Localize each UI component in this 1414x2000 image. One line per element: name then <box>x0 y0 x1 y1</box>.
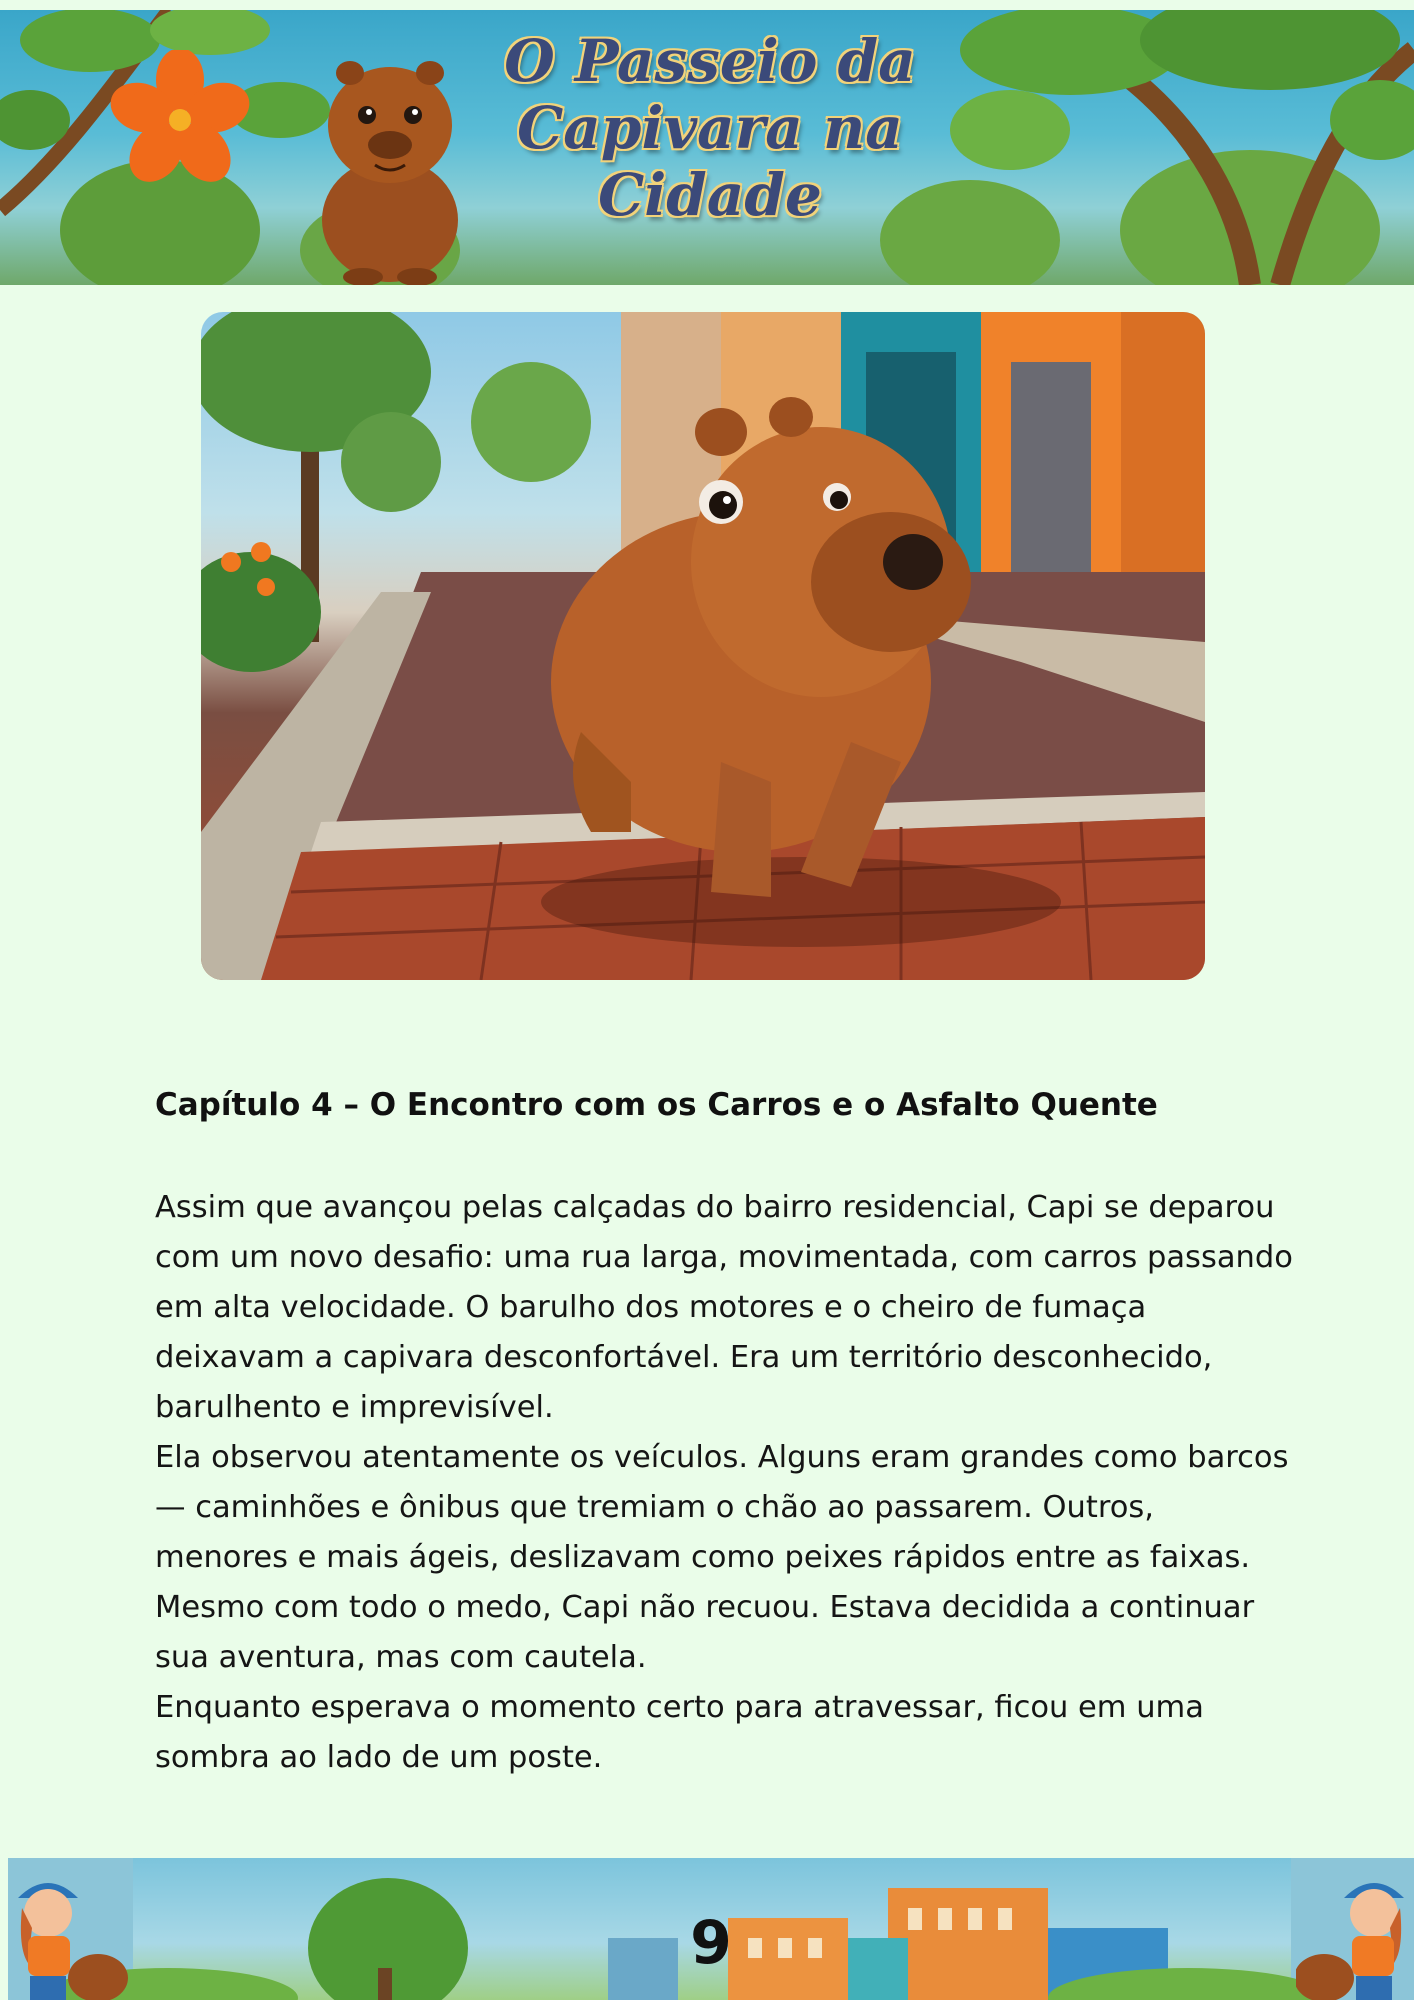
chapter-heading: Capítulo 4 – O Encontro com os Carros e o Asfalto Quente <box>155 1087 1158 1123</box>
chapter-body <box>155 1183 1295 1783</box>
book-title <box>470 28 950 229</box>
page-number: 9 <box>690 1908 732 1978</box>
header-banner <box>0 10 1414 285</box>
title-line-2: Capivara na <box>517 94 903 162</box>
capybara-mascot-illustration <box>305 45 475 285</box>
street-scene-svg <box>201 312 1205 980</box>
paragraph-1: Assim que avançou pelas calçadas do bairro residencial, Capi se deparou com um novo desafio: uma rua larga, movimentada, com carros passando em alta velocidade. O barulho dos motores e o cheiro de fumaça deixavam a capivara desconfortável. Era um território desconhecido, barulhento e imprevisível. <box>155 1190 1293 1425</box>
footer-banner <box>8 1858 1414 2000</box>
tree-right-illustration <box>950 10 1414 285</box>
paragraph-2: Ela observou atentamente os veículos. Alguns eram grandes como barcos — caminhões e ônibus que tremiam o chão ao passarem. Outros, menores e mais ágeis, deslizavam como peixes rápidos entre as faixas. Mesmo com todo o medo, Capi não recuou. Estava decidida a continuar sua aventura, mas com cautela. <box>155 1440 1289 1675</box>
capybara-street-illustration <box>201 312 1205 980</box>
orange-flower-icon <box>110 50 250 190</box>
paragraph-3: Enquanto esperava o momento certo para atravessar, ficou em uma sombra ao lado de um poste. <box>155 1690 1204 1775</box>
title-line-1: O Passeio da <box>504 27 916 95</box>
title-line-3: Cidade <box>598 161 822 229</box>
